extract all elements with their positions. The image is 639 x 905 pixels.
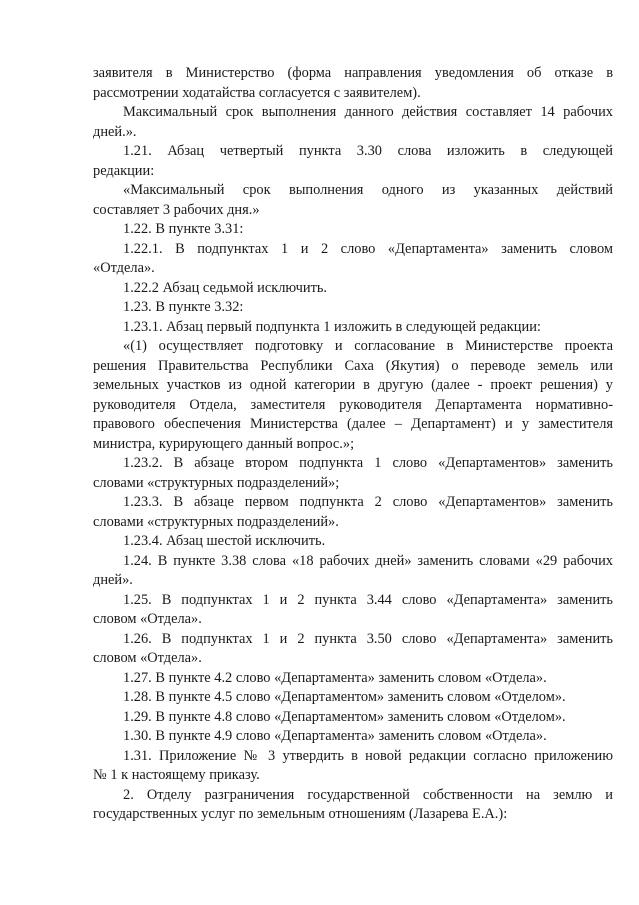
text-line: дней». <box>93 572 133 588</box>
text-line: словами «структурных подразделений». <box>93 513 339 530</box>
text-line: 1.28. В пункте 4.5 слово «Департаментом» заменить словом «Отделом». <box>123 689 566 705</box>
text-line: «Отдела». <box>93 260 155 276</box>
text-line: 1.22.1. В подпунктах 1 и 2 слово «Департамента» заменить словом <box>123 240 613 257</box>
text-line: решения Правительства Республики Саха (Якутия) о переводе земель или <box>93 357 613 374</box>
text-line: 1.31. Приложение № 3 утвердить в новой редакции согласно приложению <box>123 747 613 764</box>
text-line: «(1) осуществляет подготовку и согласование в Министерстве проекта <box>123 338 613 354</box>
text-line: дней.». <box>93 123 137 140</box>
text-line: словом «Отдела». <box>93 611 202 627</box>
text-line: словами «структурных подразделений»; <box>93 474 340 491</box>
document-body <box>93 64 613 825</box>
text-line: словом «Отдела». <box>93 650 202 666</box>
text-line: 1.26. В подпунктах 1 и 2 пункта 3.50 слово «Департамента» заменить <box>123 630 613 647</box>
text-line: 1.23.1. Абзац первый подпункта 1 изложить в следующей редакции: <box>123 318 541 335</box>
text-line: правового обеспечения Министерства (далее – Департамент) и у заместителя <box>93 416 613 432</box>
document-page <box>93 64 613 825</box>
text-line: 1.23.2. В абзаце втором подпункта 1 слово «Департаментов» заменить <box>123 455 613 471</box>
text-line: редакции: <box>93 162 155 179</box>
text-line: 1.23.4. Абзац шестой исключить. <box>123 533 326 549</box>
text-line: земельных участков из одной категории в другую (далее - проект решения) у <box>93 377 613 393</box>
text-line: рассмотрении ходатайства согласуется с заявителем). <box>93 84 421 101</box>
text-line: составляет 3 рабочих дня.» <box>93 201 260 218</box>
text-line: 1.24. В пункте 3.38 слова «18 рабочих дней» заменить словами «29 рабочих <box>123 552 613 569</box>
text-line: 1.21. Абзац четвертый пункта 3.30 слова изложить в следующей <box>123 143 613 159</box>
text-line: «Максимальный срок выполнения одного из указанных действий <box>123 182 613 198</box>
text-line: руководителя Отдела, заместителя руководителя Департамента нормативно- <box>93 396 613 413</box>
text-line: министра, курирующего данный вопрос.»; <box>93 435 355 452</box>
text-line: № 1 к настоящему приказу. <box>93 767 260 783</box>
text-line: 1.23. В пункте 3.32: <box>123 299 244 315</box>
text-line: заявителя в Министерство (форма направления уведомления об отказе в <box>93 65 613 81</box>
text-line: 1.23.3. В абзаце первом подпункта 2 слово «Департаментов» заменить <box>123 494 613 510</box>
text-line: государственных услуг по земельным отношениям (Лазарева Е.А.): <box>93 806 508 822</box>
text-line: 1.25. В подпунктах 1 и 2 пункта 3.44 слово «Департамента» заменить <box>123 591 613 608</box>
text-line: 1.29. В пункте 4.8 слово «Департаментом» заменить словом «Отделом». <box>123 708 566 725</box>
text-line: 1.30. В пункте 4.9 слово «Департамента» заменить словом «Отдела». <box>123 728 547 744</box>
text-line: Максимальный срок выполнения данного действия составляет 14 рабочих <box>123 104 613 120</box>
text-line: 1.27. В пункте 4.2 слово «Департамента» заменить словом «Отдела». <box>123 669 547 686</box>
text-line: 2. Отделу разграничения государственной собственности на землю и <box>123 786 613 803</box>
text-line: 1.22. В пункте 3.31: <box>123 221 244 237</box>
text-line: 1.22.2 Абзац седьмой исключить. <box>123 279 328 296</box>
